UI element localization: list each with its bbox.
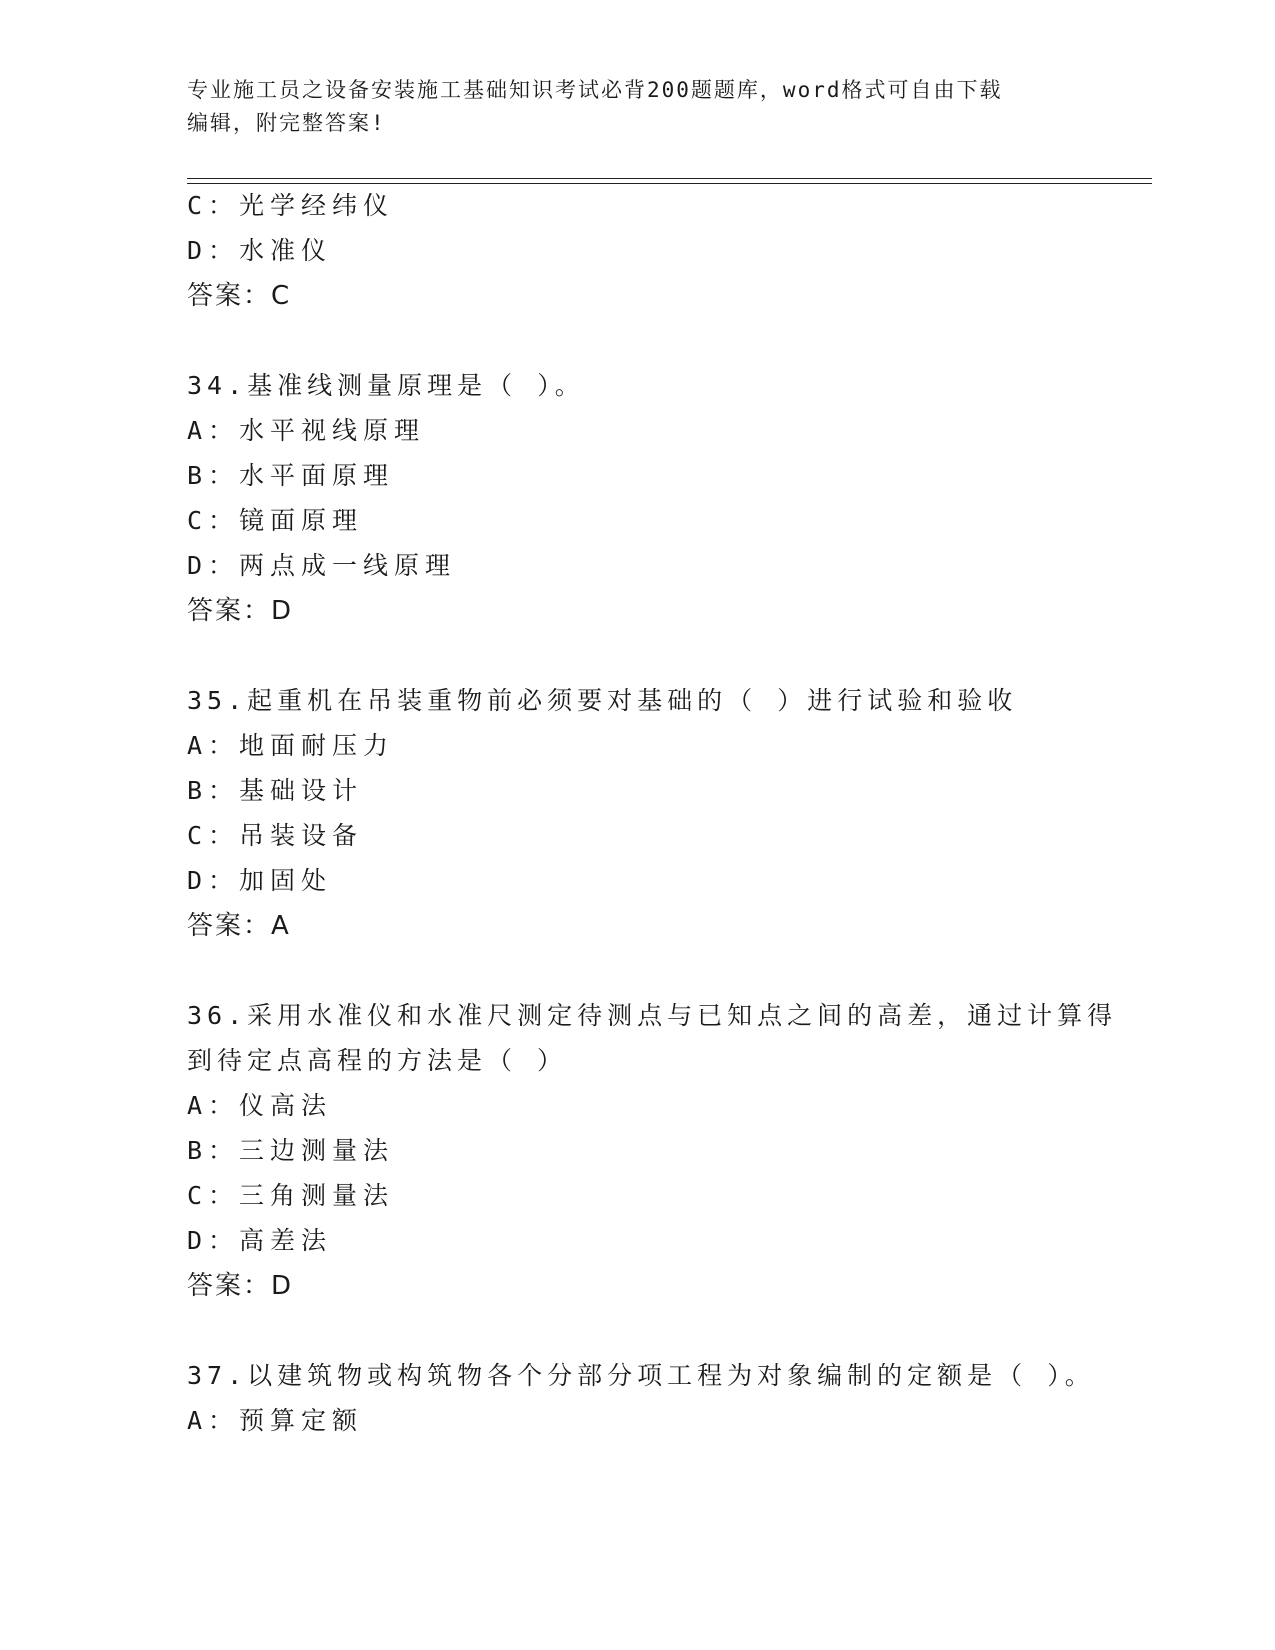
option-line: A：预算定额 [187, 1406, 364, 1435]
answer-line: 答案：C [187, 281, 292, 311]
option-line: A：水平视线原理 [187, 416, 426, 445]
question-line: 34.基准线测量原理是（ ）。 [187, 371, 585, 400]
option-line: D：加固处 [187, 866, 333, 895]
header-divider-bottom [187, 183, 1152, 184]
option-line: C：三角测量法 [187, 1181, 395, 1210]
option-line: B：基础设计 [187, 776, 364, 805]
option-line: C：吊装设备 [187, 821, 364, 850]
document-header [187, 74, 1077, 140]
option-line: C：镜面原理 [187, 506, 364, 535]
option-line: D：水准仪 [187, 236, 333, 265]
option-line: D：两点成一线原理 [187, 551, 457, 580]
question-line: 到待定点高程的方法是（ ） [187, 1046, 568, 1075]
option-line: B：水平面原理 [187, 461, 395, 490]
option-line: C：光学经纬仪 [187, 191, 395, 220]
option-line: B：三边测量法 [187, 1136, 395, 1165]
header-title-line-1: 专业施工员之设备安装施工基础知识考试必背200题题库，word格式可自由下载 [187, 78, 1003, 102]
option-line: A：仪高法 [187, 1091, 333, 1120]
header-title-line-2: 编辑，附完整答案! [187, 111, 386, 135]
header-divider-top [187, 178, 1152, 179]
question-line: 35.起重机在吊装重物前必须要对基础的（ ）进行试验和验收 [187, 686, 1018, 715]
question-line: 36.采用水准仪和水准尺测定待测点与已知点之间的高差，通过计算得 [187, 1001, 1118, 1030]
option-line: D：高差法 [187, 1226, 333, 1255]
question-line: 37.以建筑物或构筑物各个分部分项工程为对象编制的定额是（ ）。 [187, 1361, 1095, 1390]
answer-line: 答案：D [187, 596, 294, 626]
option-line: A：地面耐压力 [187, 731, 395, 760]
answer-line: 答案：A [187, 911, 291, 941]
answer-line: 答案：D [187, 1271, 294, 1301]
